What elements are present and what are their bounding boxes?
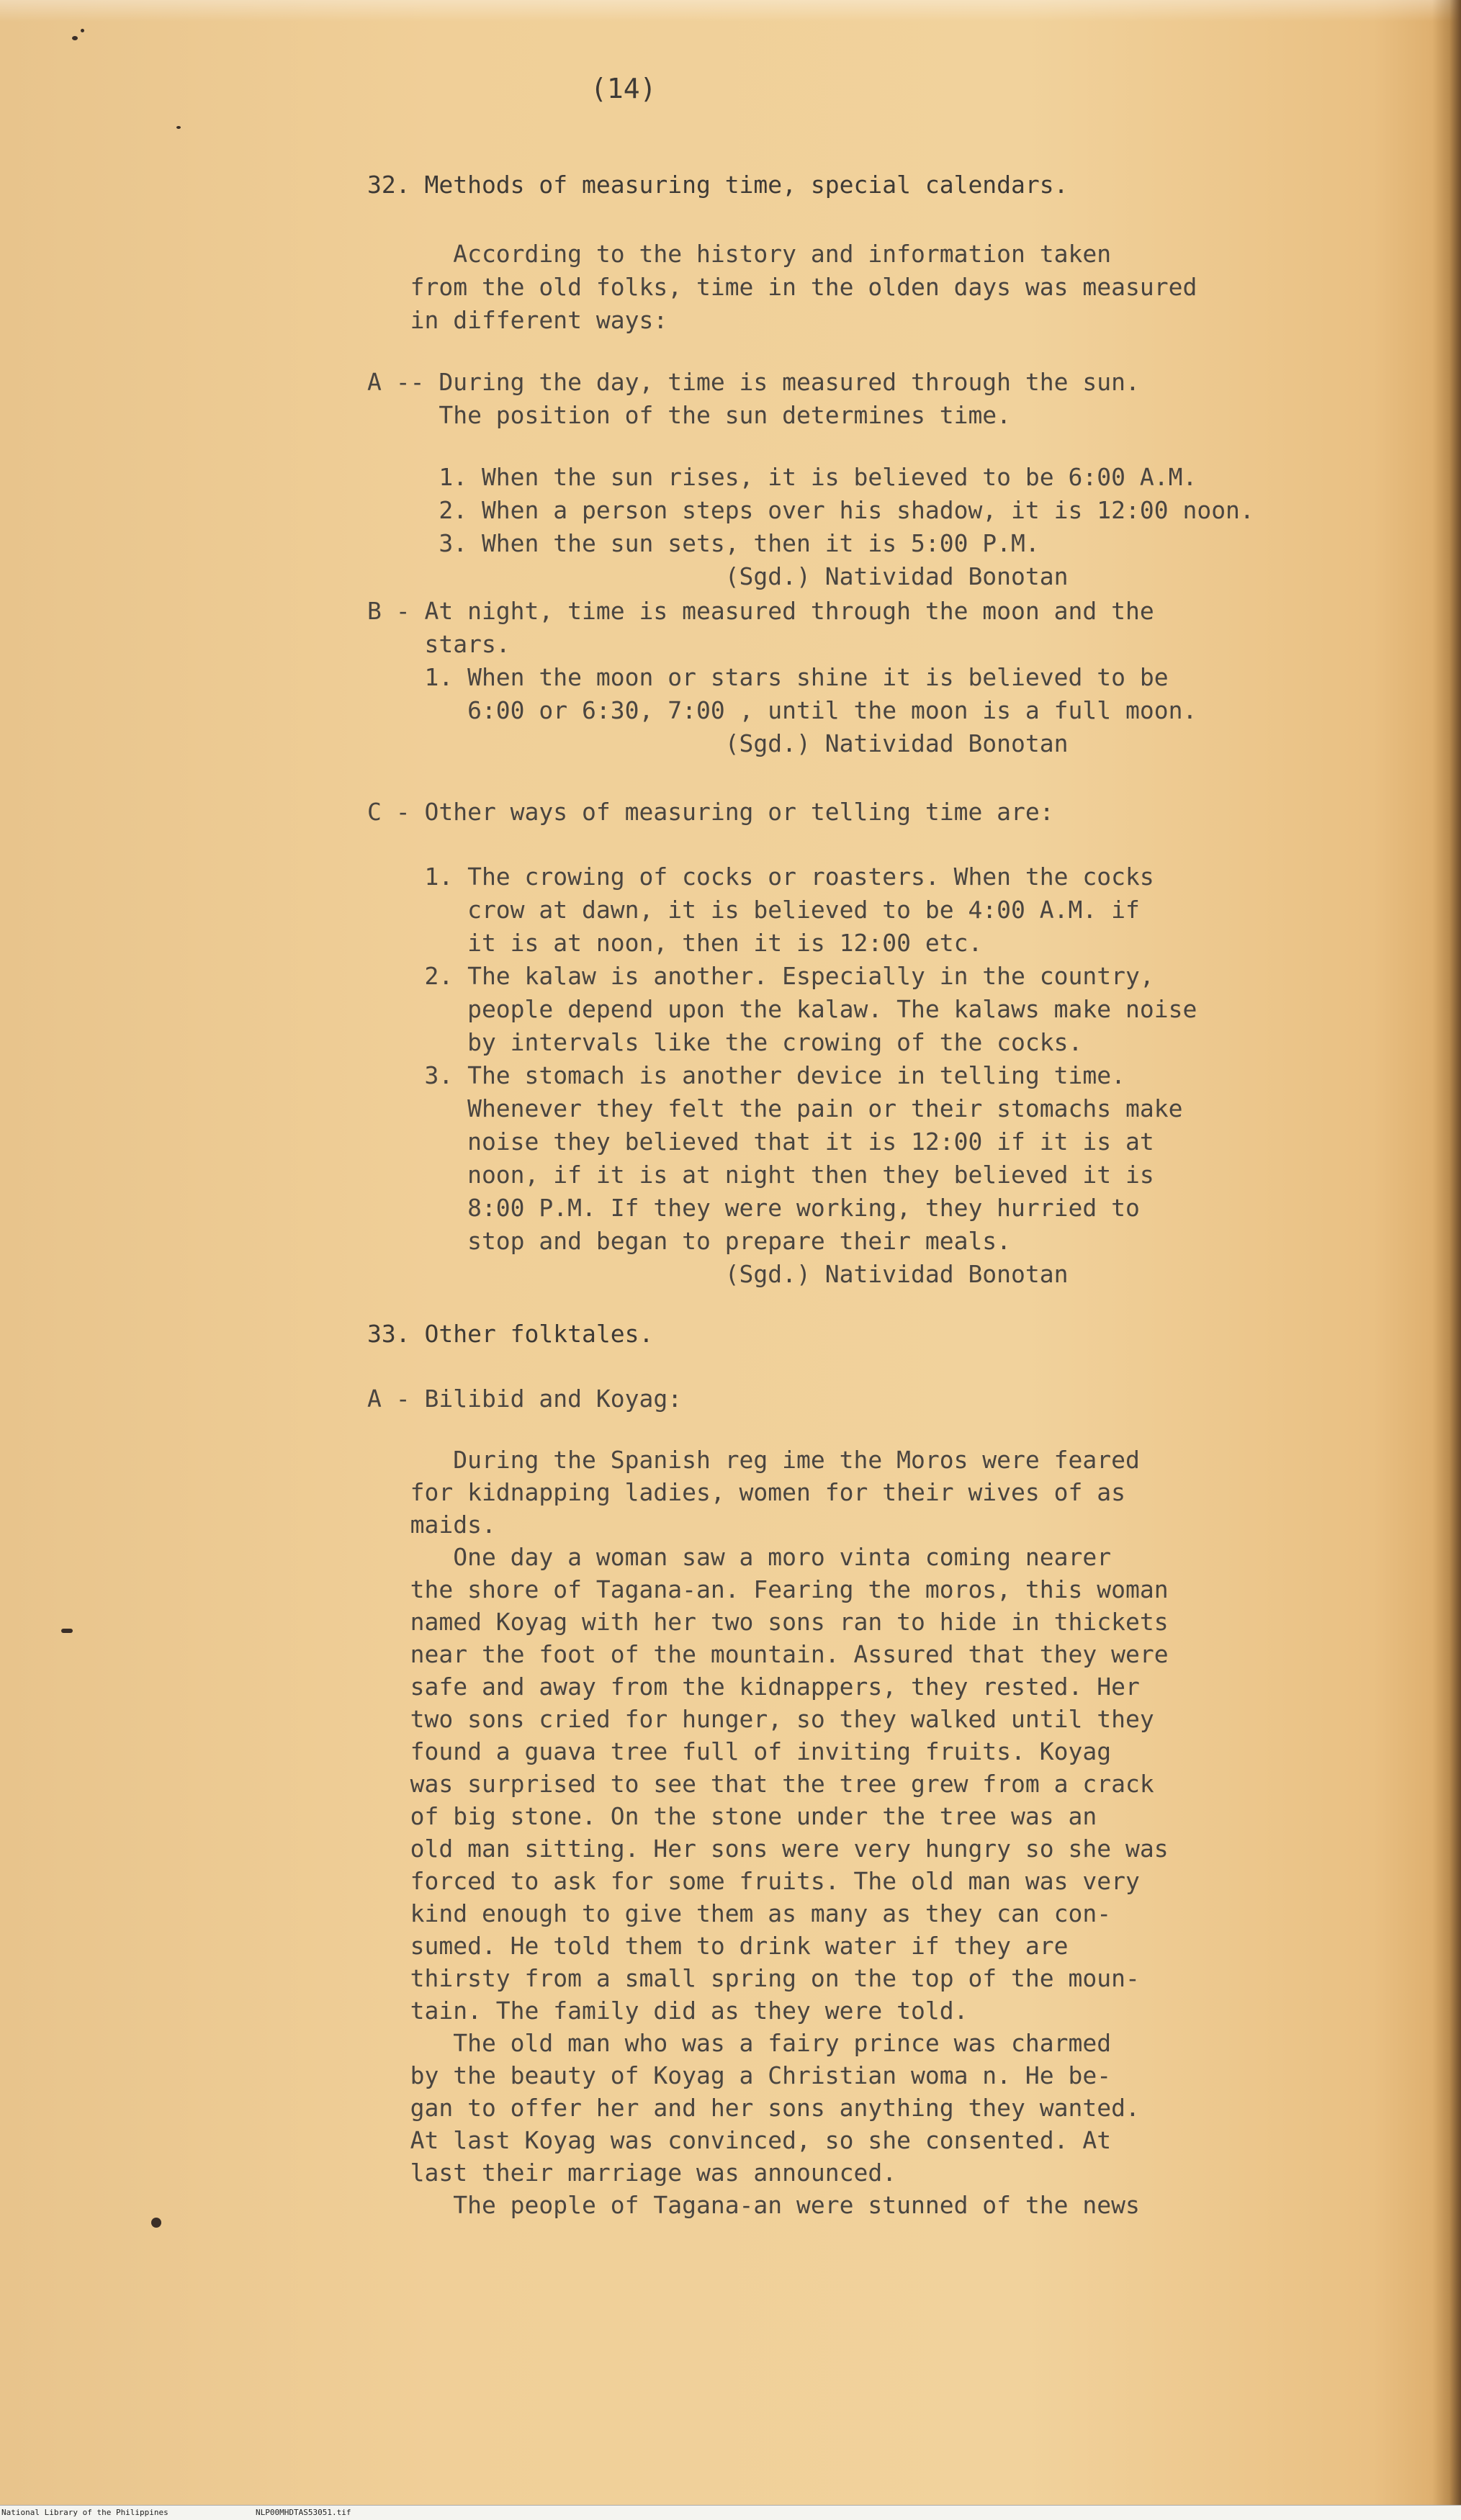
section-32-part-c-items: 1. The crowing of cocks or roasters. When the cocks crow at dawn, it is believed to be 4:00 A.M. if it is at noon, then it is 12:00 etc. 2. The kalaw is another. Especially in the country, people depend upon the kalaw. The kalaws make noise by intervals like the crowing of the cocks. 3. The stomach is another device in telling time. Whenever they felt the pain or their stomachs make noise they believed that it is 12:00 if it is at noon, if it is at night then they believed it is 8:00 P.M. If they were working, they hurried to stop and began to prepare their meals. (Sgd.) Natividad Bonotan — [424, 863, 1197, 1288]
section-32-part-a: A -- During the day, time is measured through the sun. The position of the sun determines time. — [367, 368, 1140, 429]
paper-wear — [0, 0, 1461, 22]
ink-speck — [151, 2218, 161, 2228]
ink-speck — [72, 36, 78, 40]
ink-speck — [176, 126, 181, 129]
section-33-heading: 33. Other folktales. — [367, 1320, 654, 1348]
section-32-part-a-items: 1. When the sun rises, it is believed to be 6:00 A.M. 2. When a person steps over his shadow, it is 12:00 noon. 3. When the sun sets, then it is 5:00 P.M. (Sgd.) Natividad Bonotan — [439, 463, 1254, 590]
section-32-intro: According to the history and information taken from the old folks, time in the olden days was measured in different ways: — [410, 240, 1197, 334]
ink-speck — [81, 29, 84, 32]
section-33-subheading: A - Bilibid and Koyag: — [367, 1385, 683, 1413]
section-33-story: During the Spanish reg ime the Moros were feared for kidnapping ladies, women for their wives of as maids. One day a woman saw a moro vinta coming nearer the shore of Tagana-an. Fearing the moros, this woman named Koyag with her two sons ran to hide in thickets near the foot of the mountain. Assured that they were safe and away from the kidnappers, they rested. Her two sons cried for hunger, so they walked until they found a guava tree full of inviting fruits. Koyag was surprised to see that the tree grew from a crack of big stone. On the stone under the tree was an old man sitting. Her sons were very hungry so she was forced to ask for some fruits. The old man was very kind enough to give them as many as they can con- sumed. He told them to drink water if they are thirsty from a small spring on the top of the moun- tain. The family did as they were told. The old man who was a fairy prince was charmed by the beauty of Koyag a Christian woma n. He be- gan to offer her and her sons anything they wanted. At last Koyag was convinced, so she consented. At last their marriage was announced. The people of Tagana-an were stunned of the news — [410, 1446, 1169, 2219]
footer-file: NLP00MHDTAS53051.tif — [256, 2508, 351, 2517]
page-edge-shadow — [1432, 0, 1461, 2506]
section-32-part-b: B - At night, time is measured through the moon and the stars. 1. When the moon or stars shine it is believed to be 6:00 or 6:30, 7:00 , until the moon is a full moon. (Sgd.) Natividad Bonotan — [367, 597, 1197, 757]
page-number: (14) — [590, 73, 657, 104]
scan-footer — [0, 2505, 1461, 2520]
footer-library: National Library of the Philippines — [1, 2508, 168, 2517]
section-32-part-c: C - Other ways of measuring or telling time are: — [367, 798, 1054, 826]
ink-speck — [61, 1629, 73, 1633]
section-32-heading: 32. Methods of measuring time, special calendars. — [367, 171, 1069, 199]
